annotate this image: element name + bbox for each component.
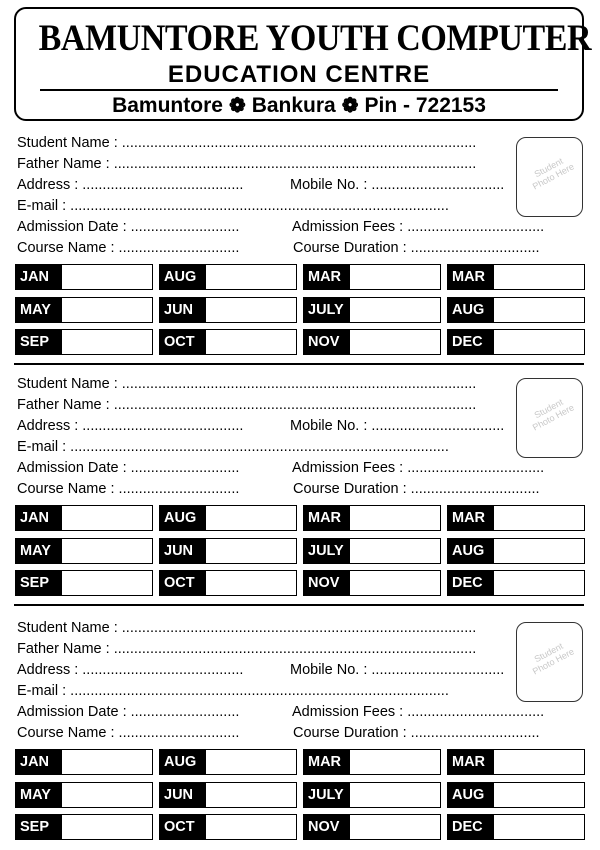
month-fee-box[interactable] (303, 329, 441, 355)
month-label: DEC (448, 571, 494, 595)
month-label: OCT (160, 571, 206, 595)
month-fee-box[interactable] (447, 538, 585, 564)
section-divider (14, 363, 584, 365)
email-field[interactable]: E-mail : .............................................................................................. (17, 198, 449, 214)
month-fee-box[interactable] (159, 749, 297, 775)
month-fee-box[interactable] (159, 814, 297, 840)
month-label: JAN (16, 506, 62, 530)
month-label: JULY (304, 783, 350, 807)
month-label: JAN (16, 265, 62, 289)
student-photo-box (516, 137, 583, 217)
month-label: MAR (448, 506, 494, 530)
photo-placeholder-text: Student Photo Here (530, 396, 576, 433)
month-fee-box[interactable] (303, 570, 441, 596)
admission-fees-field[interactable]: Admission Fees : .................................. (292, 460, 545, 476)
student-form-block (0, 619, 600, 849)
month-fee-box[interactable] (447, 570, 585, 596)
address-field[interactable]: Address : ........................................ (17, 177, 244, 193)
course-name-field[interactable]: Course Name : .............................. (17, 481, 240, 497)
student-name-field[interactable]: Student Name : ........................................................................................ (17, 620, 477, 636)
month-fee-box[interactable] (15, 538, 153, 564)
mobile-field[interactable]: Mobile No. : ................................. (290, 418, 505, 434)
month-fee-box[interactable] (303, 814, 441, 840)
month-label: MAY (16, 539, 62, 563)
course-name-field[interactable]: Course Name : .............................. (17, 240, 240, 256)
month-label: OCT (160, 330, 206, 354)
month-label: MAR (448, 750, 494, 774)
month-fee-box[interactable] (159, 505, 297, 531)
admission-date-field[interactable]: Admission Date : ........................... (17, 219, 240, 235)
month-label: SEP (16, 571, 62, 595)
address-field[interactable]: Address : ........................................ (17, 662, 244, 678)
month-fee-box[interactable] (303, 782, 441, 808)
header-box (14, 7, 592, 121)
month-fee-box[interactable] (447, 505, 585, 531)
admission-date-field[interactable]: Admission Date : ........................... (17, 704, 240, 720)
month-label: NOV (304, 815, 350, 839)
month-label: JULY (304, 298, 350, 322)
month-fee-box[interactable] (447, 297, 585, 323)
student-photo-box (516, 378, 583, 458)
month-fee-box[interactable] (159, 297, 297, 323)
month-fee-box[interactable] (303, 297, 441, 323)
place-bamuntore: Bamuntore (112, 94, 223, 117)
month-label: AUG (160, 506, 206, 530)
month-fee-box[interactable] (159, 264, 297, 290)
month-label: AUG (448, 298, 494, 322)
month-label: AUG (448, 539, 494, 563)
month-fee-box[interactable] (447, 814, 585, 840)
month-fee-box[interactable] (303, 538, 441, 564)
month-label: NOV (304, 571, 350, 595)
student-name-field[interactable]: Student Name : ........................................................................................ (17, 135, 477, 151)
photo-placeholder-text: Student Photo Here (530, 155, 576, 192)
month-fee-box[interactable] (15, 814, 153, 840)
month-label: MAR (304, 506, 350, 530)
institute-title: BAMUNTORE YOUTH COMPUTER (38, 18, 592, 59)
month-fee-box[interactable] (159, 782, 297, 808)
month-label: MAR (304, 265, 350, 289)
month-fee-box[interactable] (15, 570, 153, 596)
month-fee-box[interactable] (159, 570, 297, 596)
admission-fees-field[interactable]: Admission Fees : .................................. (292, 219, 545, 235)
month-label: JAN (16, 750, 62, 774)
month-fee-box[interactable] (15, 782, 153, 808)
father-name-field[interactable]: Father Name : .......................................................................................... (17, 156, 477, 172)
month-fee-box[interactable] (447, 329, 585, 355)
place-bankura: Bankura (251, 94, 336, 117)
section-divider (14, 604, 584, 606)
pin-code: Pin - 722153 (364, 94, 486, 117)
email-field[interactable]: E-mail : .............................................................................................. (17, 683, 449, 699)
month-label: MAY (16, 783, 62, 807)
month-fee-box[interactable] (15, 505, 153, 531)
month-fee-box[interactable] (303, 505, 441, 531)
course-name-field[interactable]: Course Name : .............................. (17, 725, 240, 741)
ornament-icon: ❁ (228, 95, 246, 117)
address-line (16, 93, 582, 119)
month-fee-box[interactable] (159, 538, 297, 564)
month-label: JULY (304, 539, 350, 563)
course-duration-field[interactable]: Course Duration : ................................ (293, 725, 540, 741)
course-duration-field[interactable]: Course Duration : ................................ (293, 240, 540, 256)
mobile-field[interactable]: Mobile No. : ................................. (290, 177, 505, 193)
month-label: NOV (304, 330, 350, 354)
student-photo-box (516, 622, 583, 702)
admission-fees-field[interactable]: Admission Fees : .................................. (292, 704, 545, 720)
address-field[interactable]: Address : ........................................ (17, 418, 244, 434)
month-label: DEC (448, 815, 494, 839)
student-form-block (0, 134, 600, 364)
month-label: SEP (16, 330, 62, 354)
student-form-block (0, 375, 600, 605)
header-rule (40, 89, 558, 91)
month-label: OCT (160, 815, 206, 839)
month-fee-box[interactable] (15, 329, 153, 355)
month-label: JUN (160, 298, 206, 322)
month-label: AUG (448, 783, 494, 807)
admission-date-field[interactable]: Admission Date : ........................... (17, 460, 240, 476)
father-name-field[interactable]: Father Name : .......................................................................................... (17, 397, 477, 413)
month-fee-box[interactable] (303, 749, 441, 775)
father-name-field[interactable]: Father Name : .......................................................................................... (17, 641, 477, 657)
ornament-icon: ❁ (341, 95, 359, 117)
photo-placeholder-text: Student Photo Here (530, 640, 576, 677)
month-label: AUG (160, 750, 206, 774)
month-label: MAR (448, 265, 494, 289)
student-name-field[interactable]: Student Name : ........................................................................................ (17, 376, 477, 392)
mobile-field[interactable]: Mobile No. : ................................. (290, 662, 505, 678)
month-label: AUG (160, 265, 206, 289)
month-fee-box[interactable] (447, 782, 585, 808)
month-label: MAR (304, 750, 350, 774)
month-label: JUN (160, 539, 206, 563)
month-fee-box[interactable] (447, 749, 585, 775)
month-label: DEC (448, 330, 494, 354)
email-field[interactable]: E-mail : .............................................................................................. (17, 439, 449, 455)
month-fee-box[interactable] (15, 264, 153, 290)
month-fee-box[interactable] (447, 264, 585, 290)
month-label: MAY (16, 298, 62, 322)
month-label: SEP (16, 815, 62, 839)
course-duration-field[interactable]: Course Duration : ................................ (293, 481, 540, 497)
month-label: JUN (160, 783, 206, 807)
month-fee-box[interactable] (303, 264, 441, 290)
month-fee-box[interactable] (15, 749, 153, 775)
month-fee-box[interactable] (15, 297, 153, 323)
month-fee-box[interactable] (159, 329, 297, 355)
institute-subtitle: EDUCATION CENTRE (167, 61, 431, 88)
